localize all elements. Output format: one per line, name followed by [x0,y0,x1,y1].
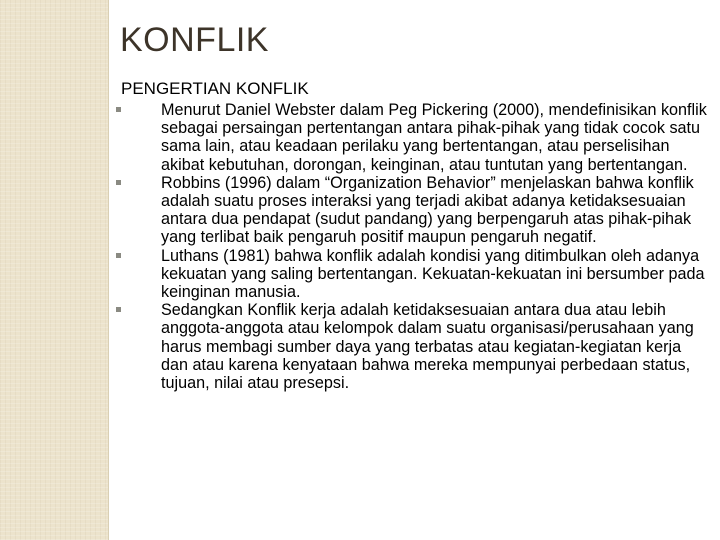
bullet-list [112,101,712,392]
list-item-text: Menurut Daniel Webster dalam Peg Pickering (2000), mendefinisikan konflik sebagai persaingan pertentangan antara pihak-pihak yang tidak cocok satu sama lain, atau keadaan perilaku yang bertentangan, atau perselisihan akibat kebutuhan, dorongan, keinginan, atau tuntutan yang bertentangan. [161,101,707,174]
list-item-text: Robbins (1996) dalam “Organization Behavior” menjelaskan bahwa konflik adalah suatu proses interaksi yang terjadi akibat adanya ketidaksesuaian antara dua pendapat (sudut pandang) yang berpengaruh atas pihak-pihak yang terlibat baik pengaruh positif maupun pengaruh negatif. [161,173,694,247]
list-item-text: Luthans (1981) bahwa konflik adalah kondisi yang ditimbulkan oleh adanya kekuatan yang saling bertentangan. Kekuatan-kekuatan ini bersumber pada keinginan manusia. [161,246,705,302]
list-item [112,247,712,302]
side-panel-divider [108,0,109,540]
square-bullet-icon [116,180,121,185]
slide-title: KONFLIK [120,21,269,59]
list-item-text: Sedangkan Konflik kerja adalah ketidaksesuaian antara dua atau lebih anggota-anggota atau kelompok dalam suatu organisasi/perusahaan yang harus membagi sumber daya yang terbatas atau kegiatan-kegiatan kerja dan atau karena kenyataan bahwa mereka mempunyai perbedaan status, tujuan, nilai atau presepsi. [161,301,694,393]
square-bullet-icon [116,307,121,312]
list-item [112,101,712,174]
list-item [112,174,712,247]
square-bullet-icon [116,253,121,258]
list-item [112,301,712,392]
square-bullet-icon [116,107,121,112]
decorative-side-panel [0,0,108,540]
section-heading: PENGERTIAN KONFLIK [121,79,309,98]
